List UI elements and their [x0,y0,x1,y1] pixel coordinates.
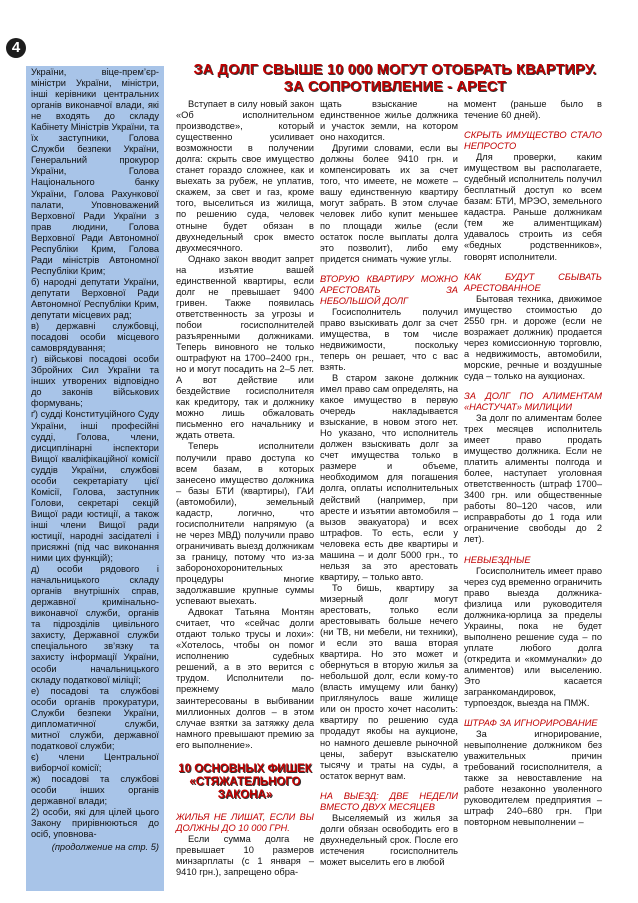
headline-line-2: ЗА СОПРОТИВЛЕНИЕ - АРЕСТ [283,79,507,95]
subheading: НА ВЫЕЗД: ДВЕ НЕДЕЛИ ВМЕСТО ДВУХ МЕСЯЦЕВ [320,790,458,812]
left-paragraph: є) члени Центральної виборчої комісії; [31,751,159,773]
subheading: КАК БУДУТ СБЫВАТЬ АРЕСТОВАННОЕ [464,271,602,293]
subheading: ШТРАФ ЗА ИГНОРИРОВАНИЕ [464,718,598,729]
body-paragraph: Другими словами, если вы должны более 9410 грн. и компенсировать их за счет того, что имеете, не можете – вашу единственную квартиру могут забрать. В этом случае человек либо купит меньшее по площади жилье (если остаток после выплаты долга это позволит), либо ему придется снимать чужие углы. [320,143,458,264]
left-paragraph: України, віце-прем’єр-міністри України, міністри, інші керівники центральних органів виконавчої влади, які не входять до складу Кабінету Міністрів України, та їх заступники, Голова Служби безпеки України, Генеральний прокурор України, Голова Національного банку України, Голова Рахункової палати, Уповноважений Верховної Ради України з прав людини, Голова Верховної Ради Автономної Республіки Крим, Голова Ради міністрів Автономної Республіки Крим; [31,67,159,276]
subheading: СКРЫТЬ ИМУЩЕСТВО СТАЛО НЕПРОСТО [464,130,602,152]
left-paragraph: е) посадові та службові особи органів прокуратури, Служби безпеки України, дипломатичної служби, митної служби, державної податкової служби; [31,685,159,751]
body-paragraph: Госисполнитель имеет право через суд временно ограничить право выезда должника-физлица или руководителя должника-юрлица за пределы Украины, пока не будет выполнено решение суда – по уплате любого долга (откредита и «коммуналки» до алиментов) или выселению. Это касается загранкомандировок, турпоездок, выезда на ПМЖ. [464,565,602,709]
left-sidebar-column [26,66,164,891]
body-paragraph: Адвокат Татьяна Монтян считает, что «сейчас долги отдают только трусы и лохи»: «Хотелось, чтобы он помог исполнению судебных решений, а в это верится с трудом. Исполнители по-прежнему мало заинтересованы в выбивании миллионных долгов – в этом случае взятки за затяжку дела намного превышают премию за его выполнение». [176,607,314,750]
article-column-3 [464,99,602,829]
page-number: 4 [6,38,26,58]
left-paragraph: 2) особи, які для цілей цього Закону прирівнюються до осіб, уповнова- [31,807,159,840]
subheading: ЖИЛЬЯ НЕ ЛИШАТ, ЕСЛИ ВЫ ДОЛЖНЫ ДО 10 000 ГРН. [176,811,314,833]
body-paragraph: Выселяемый из жилья за долги обязан освободить его в двухнедельный срок. После его истечения госисполнитель может выселить его в любой [320,812,458,867]
body-paragraph: Теперь исполнители получили право доступа ко всем базам, в которых занесено имущество должника – базы БТИ (квартиры), ГАИ (автомобили), земельный кадастр, логично, что госисполнители напрямую (а не через МВД) получили право ограничивать выезд должникам за границу, потому что из-за заборонохоронительных процедуры многие задолжавшие крупные суммы успевают выехать. [176,441,314,607]
article-column-1 [176,99,314,878]
body-paragraph: За долг по алиментам более трех месяцев исполнитель имеет право продать имущество должника. Если не платить алименты полгода и более, наступает уголовная ответственность (штраф 1700–3400 грн. или общественные работы 80–120 часов, или исправработы до 1 года или ограничение свободы до 2 лет). [464,412,602,545]
article-headline [180,62,610,96]
body-paragraph: Бытовая техника, движимое имущество стоимостью до 2550 грн. и дороже (если не возражает должник) продается через комиссионную торговлю, а недвижимость, автомобили, морские, речные и воздушные суда – только на аукционах. [464,293,602,381]
body-paragraph: Если сумма долга не превышает 10 размеров минзарплаты (с 1 января – 9410 грн.), запрещено обра- [176,833,314,877]
body-paragraph: Для проверки, каким имуществом вы располагаете, судебный исполнитель получил бесплатный доступ ко всем базам: БТИ, МРЭО, земельного кадастра. Раньше должникам (тем же алиментщикам) удавалось строить из себя «бедных родственников», говорят исполнители. [464,152,602,262]
body-paragraph: В старом законе должник имел право сам определять, на какое имущество в первую очередь накладывается взыскание, в новом этого нет. Но указано, что исполнитель должен взыскивать долг за счет имущества только в размере и объеме, необходимом для погашения долга, оплаты исполнительных действий (например, при аресте и изъятии автомобиля – вызов эвакуатора) и всех штрафов. То есть, если у человека есть две квартиры и машина – и долг 5000 грн., то нельзя за это арестовать квартиру, – только авто. [320,372,458,582]
box-title: 10 ОСНОВНЫХ ФИШЕК «СТЯЖАТЕЛЬНОГО ЗАКОНА» [178,762,312,801]
body-paragraph: Однако закон вводит запрет на изъятие вашей единственной квартиры, если долг не превышает 9400 гривен. Также появилась ответственность за угрозы и побои госисполнителей разъяренными должниками. Теперь виновного не только оштрафуют на 1700–2400 грн., но и могут посадить на 2–5 лет. А вот действие или бездействие госисполнителя как кредитору, так и должнику можно лишь обжаловать письменно его начальнику и ждать ответа. [176,253,314,441]
left-paragraph: д) особи рядового і начальницького складу органів внутрішніх справ, державної кримінально-виконавчої служби, органів та підрозділів цивільного захисту, Державної служби спеціального зв’язку та захисту інформації України, особи начальницького складу податкової міліції; [31,564,159,685]
headline-line-1: ЗА ДОЛГ СВЫШЕ 10 000 МОГУТ ОТОБРАТЬ КВАРТИРУ. [193,62,597,78]
subheading: НЕВЫЕЗДНЫЕ [464,554,531,565]
body-paragraph: Госисполнитель получил право взыскивать долг за счет имущества, в том числе недвижимости, поскольку теперь он решает, что с вас взять. [320,306,458,372]
body-paragraph: То бишь, квартиру за мизерный долг могут арестовать, только если арестовывать больше нечего (ни ТВ, ни мебели, ни техники), и если это ваша вторая квартира. Но это может и обернуться в вторую жилья за небольшой долг, если кому-то (власть имущему или банку) приглянулось ваше жилище или он просто хочет насолить: квартиру по решению суда продадут якобы на аукционе, но намного дешевле рыночной цены, заберут взыскателю тысячу и траты на суды, а остаток вернут вам. [320,582,458,781]
body-paragraph: За игнорирование, невыполнение должником без уважительных причин требований госисполнителя, а также за невоставление на работе незаконно уволенного руководителем предприятия – штраф 240–680 грн. При повторном невыполнении – [464,729,602,828]
left-paragraph: ж) посадові та службові особи інших органів державної влади; [31,774,159,807]
subheading: ВТОРУЮ КВАРТИРУ МОЖНО АРЕСТОВАТЬ ЗА НЕБОЛЬШОЙ ДОЛГ [320,273,458,306]
left-paragraph: в) державні службовці, посадові особи місцевого самоврядування; [31,321,159,354]
article-column-2 [320,99,458,868]
body-paragraph: Вступает в силу новый закон «Об исполнительном производстве», который существенно усиливает возможности в получении долга: скрыть свое имущество станет гораздо сложнее, как и выехать за рубеж, не уплатив, скажем, за свет и газ, кроме того, выселиться из жилища, по решению суда, человек отныне будет обязан в двухнедельный срок вместо двухмесячного. [176,99,314,253]
body-paragraph: щать взыскание на единственное жилье должника и участок земли, на котором оно находится. [320,99,458,143]
subheading: ЗА ДОЛГ ПО АЛИМЕНТАМ «НАСТУЧАТ» МИЛИЦИИ [464,390,602,412]
left-paragraph: г) військові посадові особи Збройних Сил України та інших утворених відповідно до законів військових формувань; [31,354,159,409]
continuation-note: (продолжение на стр. 5) [51,842,159,853]
left-paragraph: б) народні депутати України, депутати Верховної Ради Автономної Республіки Крим, депутати місцевих рад; [31,276,159,321]
left-paragraph: ґ) судді Конституційного Суду України, інші професійні судді, Голова, члени, дисциплінарні інспектори Вищої кваліфікаційної комісії суддів України, службові особи секретаріату цієї Комісії, Голова, заступник Голови, секретарі секцій Вищої ради юстиції, а також інші члени Вищої ради юстиції, народні засідателі і присяжні (під час виконання ними цих функцій); [31,409,159,564]
body-paragraph: момент (раньше было в течение 60 дней). [464,99,602,121]
